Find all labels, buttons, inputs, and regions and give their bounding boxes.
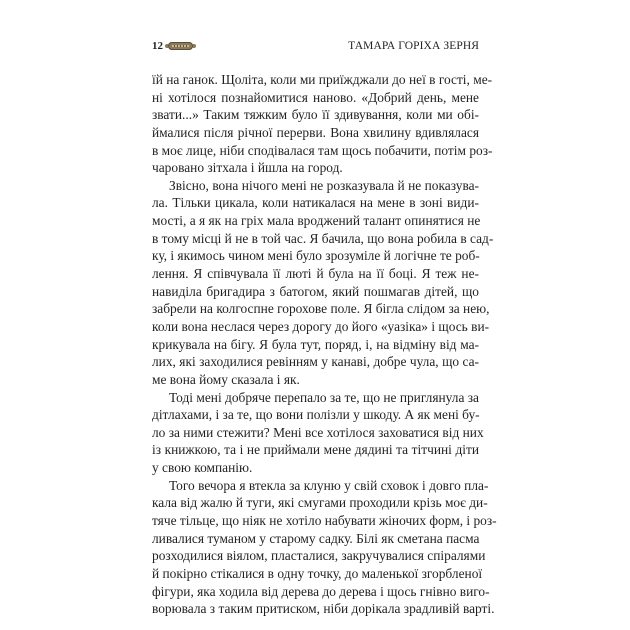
text-line: тяче тільце, що ніяк не хотіло набувати жіночих форм, і роз- [152,513,497,529]
text-line: фігури, яка ходила від дерева до дерева і щось гнівно виго- [152,583,490,599]
text-line: навиділа бригадира з батогом, який пошмагав дітей, що [152,283,479,299]
text-line: лення. Я співчувала її люті й була на її боці. Я теж не- [152,266,479,282]
text-line: дітлахами, і за те, що вони полізли у шкоду. А як мені бу- [152,407,480,423]
text-line: ні хотілося познайомитися наново. «Добрий день, мене [152,89,479,105]
text-line: їй на ганок. Щоліта, коли ми приїжджали до неї в гості, ме- [152,72,493,87]
text-line: ла. Тільки цикала, коли натикалася на мене в зоні види- [152,195,479,211]
text-line: розходилися віялом, пласталися, закручувалися спіралями [152,548,486,564]
text-line: у свою компанію. [152,460,253,476]
text-line: забрели на колгоспне горохове поле. Я бігла слідом за нею, [152,301,490,317]
text-line: й покірно стікалися в одну точку, до маленької згорбленої [152,565,483,581]
text-line: в моє лице, ніби сподівалася там щось побачити, потім роз- [152,142,493,158]
running-head [152,38,479,54]
text-line: ку, і якимось чином мені було зрозуміле й логічне те роб- [152,248,480,264]
text-line: звати...» Таким тяжким було її здивування, коли ми обі- [152,107,479,123]
text-line: ймалися після річної перерви. Вона хвилину вдивлялася [152,124,479,140]
text-line: кала від жалю й туги, які смугами проходили крізь моє ди- [152,495,488,511]
text-line: мості, а я як на гріх мала вроджений талант опинятися не [152,213,481,229]
text-line: в тому місці й не в той час. Я бачила, що вона робила в сад- [152,230,494,246]
text-line: лих, які заходилися ревінням у канаві, добре чула, що са- [152,354,479,370]
text-line: ворювала з таким притиском, ніби дорікала зрадливій варті. [152,601,495,617]
text-line: чаровано зітхала і йшла на город. [152,160,343,176]
book-page [152,38,497,618]
book-title: ТАМАРА ГОРІХА ЗЕРНЯ [348,40,479,52]
text-line: коли вона неслася через дорогу до його «уазіка» і щось ви- [152,318,490,334]
text-line: із книжкою, та і не приймали мене дядині та тітчині діти [152,442,479,458]
text-line: ме вона йому сказала і як. [152,371,300,387]
text-line: Тоді мені добряче перепало за те, що не приглянула за [169,389,479,405]
text-line: Звісно, вона нічого мені не розказувала й не показува- [169,177,479,193]
decorative-ornament-icon [168,42,193,50]
paragraph [152,389,484,477]
paragraph [152,177,494,389]
text-line: крикувала на бігу. Я була тут, поряд, і, на відміну від ма- [152,336,479,352]
body-text [152,71,497,618]
paragraph [152,477,497,618]
page-number: 12 [152,40,163,52]
paragraph [152,71,493,177]
text-line: Того вечора я втекла за клуню у свій сховок і довго пла- [169,477,489,493]
text-line: ло за ними стежити? Мені все хотілося заховатися від них [152,424,484,440]
text-line: ливалися туманом у старому садку. Білі як сметана пасма [152,530,480,546]
